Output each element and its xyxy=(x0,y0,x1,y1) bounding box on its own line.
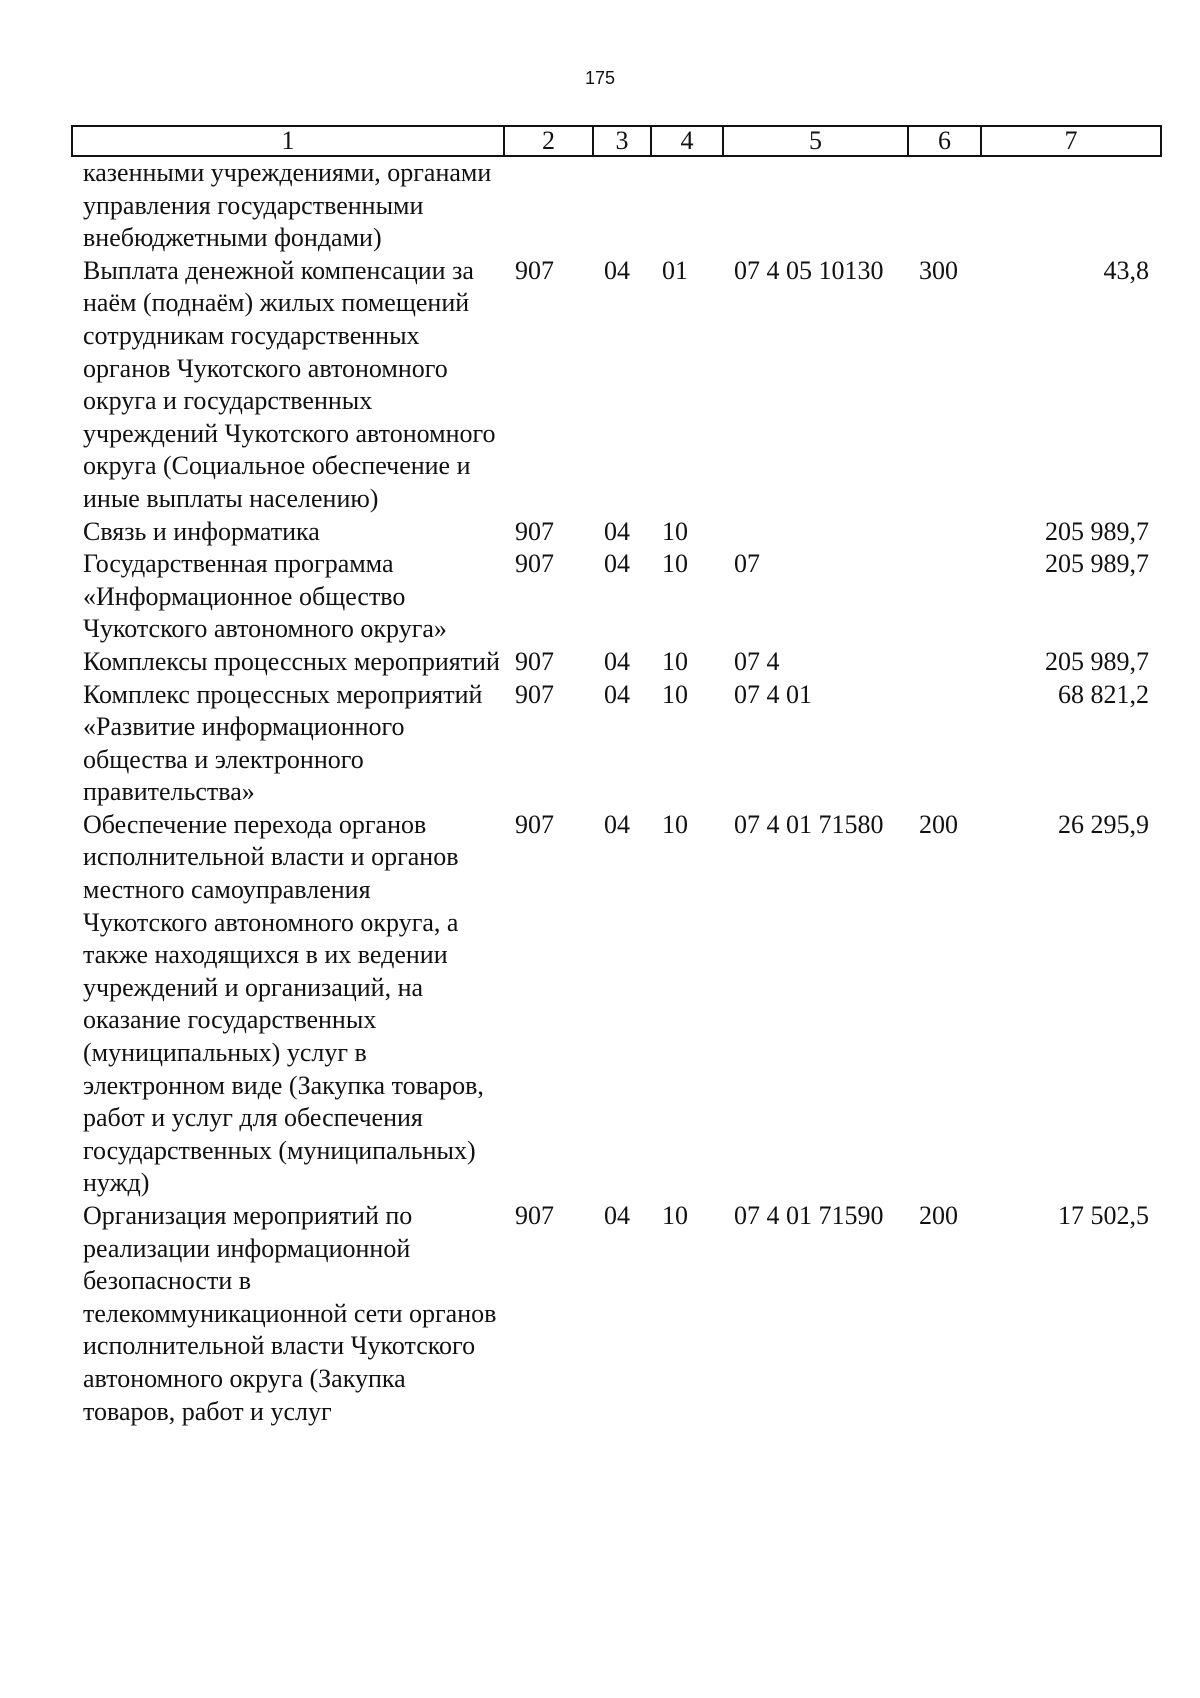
row-name: Выплата денежной компенсации за наём (поднаём) жилых помещений сотрудникам государственных органов Чукотского автономного округа и государственных учреждений Чукотского автономного округа (Социальное обеспечение и иные выплаты населению) xyxy=(83,255,496,513)
row-subsection: 01 xyxy=(662,255,688,285)
row-expense-type xyxy=(908,516,981,549)
row-ministry-code xyxy=(504,156,593,255)
row-expense-type xyxy=(908,548,981,646)
budget-table xyxy=(71,125,1162,1428)
table-row xyxy=(72,1200,1161,1428)
row-subsection: 10 xyxy=(662,516,688,546)
row-amount: 43,8 xyxy=(1103,255,1149,285)
row-subsection: 10 xyxy=(662,549,688,579)
row-name: Связь и информатика xyxy=(83,516,320,546)
row-ministry-code: 907 xyxy=(515,516,554,546)
row-amount: 17 502,5 xyxy=(1058,1201,1149,1230)
row-subsection: 10 xyxy=(662,679,688,709)
row-subsection xyxy=(651,156,723,255)
row-target-article: 07 4 01 71580 xyxy=(734,809,884,839)
row-target-article: 07 4 01 xyxy=(734,679,812,709)
row-subsection: 10 xyxy=(662,646,688,676)
header-col-3: 3 xyxy=(593,126,651,156)
row-ministry-code: 907 xyxy=(515,679,554,709)
table-row xyxy=(72,516,1161,549)
header-col-4: 4 xyxy=(651,126,723,156)
header-col-5: 5 xyxy=(723,126,908,156)
table-row xyxy=(72,809,1161,1200)
row-amount: 205 989,7 xyxy=(1045,549,1149,579)
header-col-1: 1 xyxy=(72,126,504,156)
row-target-article: 07 4 01 71590 xyxy=(734,1201,884,1230)
row-subsection: 10 xyxy=(662,1201,688,1230)
row-section: 04 xyxy=(604,646,630,676)
row-section: 04 xyxy=(604,549,630,579)
row-ministry-code: 907 xyxy=(515,1201,554,1230)
row-section: 04 xyxy=(604,1201,630,1230)
row-expense-type xyxy=(908,646,981,679)
row-expense-type xyxy=(908,156,981,255)
row-ministry-code: 907 xyxy=(515,255,554,285)
row-amount: 26 295,9 xyxy=(1058,809,1149,839)
row-target-article: 07 4 xyxy=(734,646,780,676)
table-row xyxy=(72,646,1161,679)
row-expense-type xyxy=(908,679,981,809)
row-ministry-code: 907 xyxy=(515,646,554,676)
row-section: 04 xyxy=(604,679,630,709)
table-row xyxy=(72,679,1161,809)
row-ministry-code: 907 xyxy=(515,549,554,579)
row-name: казенными учреждениями, органами управления государственными внебюджетными фондами) xyxy=(83,158,492,253)
row-expense-type: 300 xyxy=(919,255,958,285)
row-name: Комплекс процессных мероприятий «Развитие информационного общества и электронного правительства» xyxy=(83,679,483,807)
table-row xyxy=(72,156,1161,255)
row-section: 04 xyxy=(604,255,630,285)
header-col-6: 6 xyxy=(908,126,981,156)
row-name: Обеспечение перехода органов исполнительной власти и органов местного самоуправления Чукотского автономного округа, а также находящихся в их ведении учреждений и организаций, на оказание государственных (муниципальных) услуг в электронном виде (Закупка товаров, работ и услуг для обеспечения государственных (муниципальных) нужд) xyxy=(83,809,484,1198)
row-section: 04 xyxy=(604,516,630,546)
row-subsection: 10 xyxy=(662,809,688,839)
row-expense-type: 200 xyxy=(919,1201,958,1230)
row-amount: 205 989,7 xyxy=(1045,646,1149,676)
row-name: Организация мероприятий по реализации информационной безопасности в телекоммуникационной сети органов исполнительной власти Чукотского автономного округа (Закупка товаров, работ и услуг xyxy=(83,1201,497,1426)
row-target-article xyxy=(723,516,908,549)
row-amount: 205 989,7 xyxy=(1045,516,1149,546)
row-amount xyxy=(981,156,1161,255)
page-number: 175 xyxy=(584,68,616,88)
row-section xyxy=(593,156,651,255)
header-col-7: 7 xyxy=(981,126,1161,156)
row-name: Государственная программа «Информационное общество Чукотского автономного округа» xyxy=(83,549,447,644)
row-target-article: 07 4 05 10130 xyxy=(734,255,884,285)
table-row xyxy=(72,548,1161,646)
row-ministry-code: 907 xyxy=(515,809,554,839)
table-row xyxy=(72,255,1161,516)
row-amount: 68 821,2 xyxy=(1058,679,1149,709)
row-target-article xyxy=(723,156,908,255)
row-section: 04 xyxy=(604,809,630,839)
header-row xyxy=(72,126,1161,156)
row-name: Комплексы процессных мероприятий xyxy=(83,646,500,676)
row-expense-type: 200 xyxy=(919,809,958,839)
header-col-2: 2 xyxy=(504,126,593,156)
row-target-article: 07 xyxy=(734,549,760,579)
